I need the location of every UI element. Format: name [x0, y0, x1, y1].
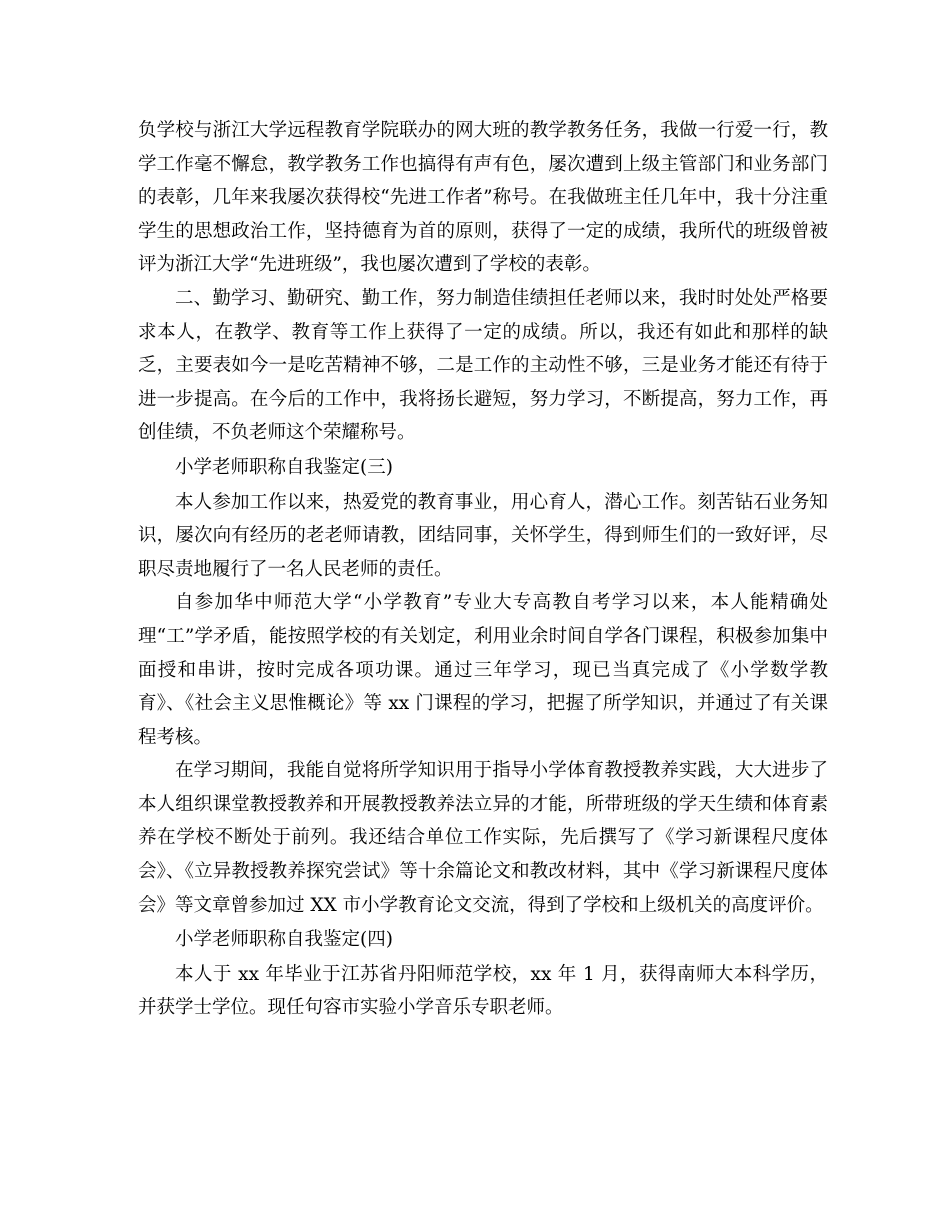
- paragraph-teaching-practice: 在学习期间，我能自觉将所学知识用于指导小学体育教授教养实践，大大进步了本人组织课堂教授教养和开展教授教养法立异的才能，所带班级的学天生绩和体育素养在学校不断处于前列。我还结合单位工作实际，先后撰写了《学习新课程尺度体会》、《立异教授教养探究尝试》等十余篇论文和教改材料，其中《学习新课程尺度体会》等文章曾参加过 XX 市小学教育论文交流，得到了学校和上级机关的高度评价。: [138, 760, 828, 916]
- section-heading-3: 小学老师职称自我鉴定(三): [175, 456, 393, 478]
- paragraph-self-study: 自参加华中师范大学“小学教育”专业大专高教自考学习以来，本人能精确处理“工”学矛盾，能按照学校的有关划定，利用业余时间自学各门课程，积极参加集中面授和串讲，按时完成各项功课。通过三年学习，现已当真完成了《小学数学教育》、《社会主义思惟概论》等 xx 门课程的学习，把握了所学知识，并通过了有关课程考核。: [138, 592, 828, 748]
- paragraph-work-attitude: 本人参加工作以来，热爱党的教育事业，用心育人，潜心工作。刻苦钻石业务知识，屡次向有经历的老老师请教，团结同事，关怀学生，得到师生们的一致好评，尽职尽责地履行了一名人民老师的责任。: [138, 491, 828, 580]
- paragraph-background: 本人于 xx 年毕业于江苏省丹阳师范学校，xx 年 1 月，获得南师大本科学历，并获学士学位。现任句容市实验小学音乐专职老师。: [138, 963, 828, 1019]
- paragraph-continuation: 负学校与浙江大学远程教育学院联办的网大班的教学教务任务，我做一行爱一行，教学工作毫不懈怠，教学教务工作也搞得有声有色，屡次遭到上级主管部门和业务部门的表彰，几年来我屡次获得校“先进工作者”称号。在我做班主任几年中，我十分注重学生的思想政治工作，坚持德育为首的原则，获得了一定的成绩，我所代的班级曾被评为浙江大学“先进班级”，我也屡次遭到了学校的表彰。: [138, 120, 828, 276]
- document-body: [138, 114, 828, 1025]
- section-heading-4: 小学老师职称自我鉴定(四): [175, 929, 393, 951]
- paragraph-diligence: 二、勤学习、勤研究、勤工作，努力制造佳绩担任老师以来，我时时处处严格要求本人，在教学、教育等工作上获得了一定的成绩。所以，我还有如此和那样的缺乏，主要表如今一是吃苦精神不够，二是工作的主动性不够，三是业务才能还有待于进一步提高。在今后的工作中，我将扬长避短，努力学习，不断提高，努力工作，再创佳绩，不负老师这个荣耀称号。: [138, 287, 828, 444]
